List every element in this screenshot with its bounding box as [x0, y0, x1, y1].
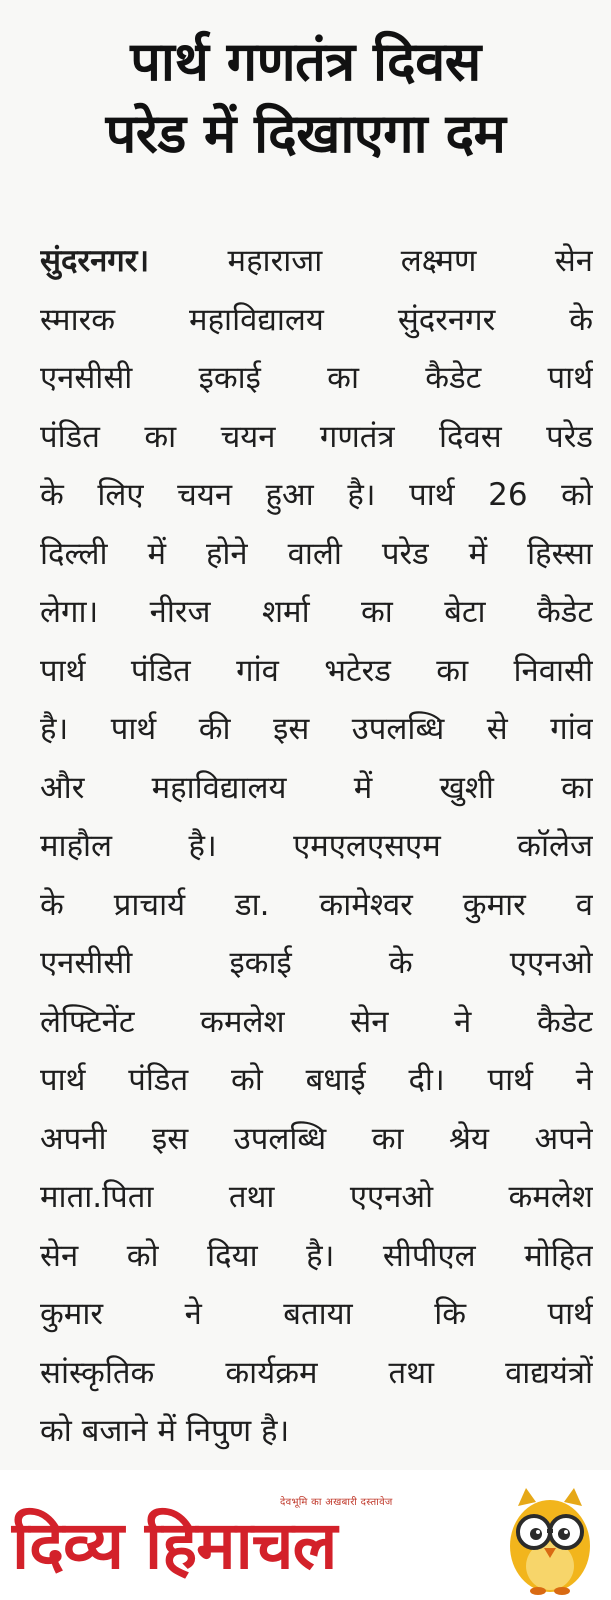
body-line: के लिए चयन हुआ है। पार्थ 26 को [40, 477, 593, 513]
body-line: माता.पिता तथा एएनओ कमलेश [40, 1179, 593, 1215]
body-line: को बजाने में निपुण है। [40, 1413, 290, 1449]
body-line: है। पार्थ की इस उपलब्धि से गांव [40, 711, 593, 747]
newspaper-masthead: दिव्य हिमाचल [12, 1507, 337, 1584]
body-line: और महाविद्यालय में खुशी का [40, 769, 593, 806]
body-line: कुमार ने बताया कि पार्थ [40, 1296, 593, 1332]
headline [12, 26, 599, 170]
article-body [40, 232, 593, 1461]
headline-line-1: पार्थ गणतंत्र दिवस [130, 30, 481, 93]
first-line-text: महाराजा लक्ष्मण सेन [149, 243, 593, 279]
body-line [40, 232, 593, 291]
body-line: एनसीसी इकाई का कैडेट पार्थ [40, 360, 593, 396]
body-line: एनसीसी इकाई के एएनओ [40, 945, 593, 981]
body-line: सेन को दिया है। सीपीएल मोहित [40, 1237, 593, 1274]
body-line: स्मारक महाविद्यालय सुंदरनगर के [40, 301, 593, 338]
masthead-tagline: देवभूमि का अखबारी दस्तावेज [280, 1497, 393, 1508]
body-line: लेगा। नीरज शर्मा का बेटा कैडेट [40, 594, 593, 630]
body-line: अपनी इस उपलब्धि का श्रेय अपने [40, 1120, 593, 1157]
body-line: पार्थ पंडित गांव भटेरड का निवासी [40, 652, 593, 689]
headline-line-2: परेड में दिखाएगा दम [105, 102, 506, 165]
newspaper-footer [0, 1470, 611, 1600]
body-line: लेफ्टिनेंट कमलेश सेन ने कैडेट [40, 1003, 593, 1040]
body-line: दिल्ली में होने वाली परेड में हिस्सा [40, 535, 593, 572]
body-line: के प्राचार्य डा. कामेश्वर कुमार व [40, 886, 593, 923]
dateline: सुंदरनगर। [40, 243, 150, 279]
owl-mascot-icon [500, 1484, 600, 1596]
body-line: माहौल है। एमएलएसएम कॉलेज [40, 828, 593, 864]
body-line: पार्थ पंडित को बधाई दी। पार्थ ने [40, 1062, 593, 1098]
body-line: पंडित का चयन गणतंत्र दिवस परेड [40, 418, 593, 455]
body-line: सांस्कृतिक कार्यक्रम तथा वाद्ययंत्रों [40, 1354, 593, 1391]
